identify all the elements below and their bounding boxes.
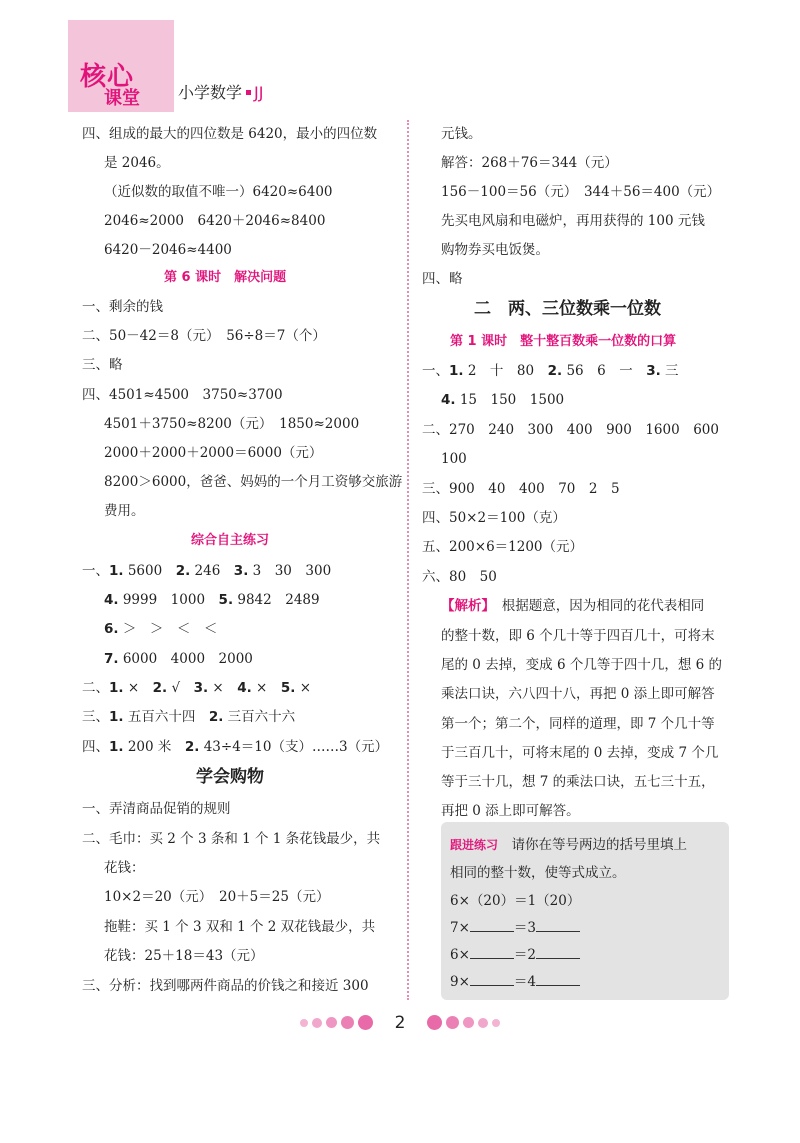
text-line: 相同的整十数，使等式成立。	[450, 865, 626, 881]
text-line: 六、80 50	[422, 569, 497, 585]
text-line: 156－100＝56（元） 344＋56＝400（元）	[441, 184, 721, 200]
text-line: 二、50－42＝8（元） 56÷8＝7（个）	[82, 328, 326, 344]
answer-line: 一、1. 5600 2. 246 3. 3 30 300	[82, 563, 332, 579]
text-line: 五、200×6＝1200（元）	[422, 539, 584, 555]
text-line: 四、组成的最大的四位数是 6420，最小的四位数	[82, 126, 378, 142]
answer-blank[interactable]	[470, 918, 514, 932]
answer-blank[interactable]	[536, 945, 580, 959]
text-line: 2046≈2000 6420＋2046≈8400	[104, 213, 326, 229]
header-edition: JJ	[254, 83, 264, 102]
text-line: 于三百几十，可将末尾的 0 去掉，变成 7 个几	[441, 745, 719, 761]
column-divider	[407, 120, 409, 1000]
dot-icon	[463, 1017, 474, 1028]
dot-icon	[427, 1015, 442, 1030]
dot-icon	[492, 1019, 500, 1027]
dot-icon	[326, 1017, 337, 1028]
text-line: 三、900 40 400 70 2 5	[422, 481, 620, 497]
text-line: 二、270 240 300 400 900 1600 600	[422, 422, 719, 438]
answer-line: 4. 15 150 1500	[441, 392, 565, 408]
dot-icon	[446, 1016, 459, 1029]
analysis-label: 【解析】	[441, 598, 489, 614]
text-line: 一、弄清商品促销的规则	[82, 801, 231, 817]
answer-line: 一、1. 2 十 80 2. 56 6 一 3. 三	[422, 363, 679, 379]
answer-blank[interactable]	[470, 972, 514, 986]
text-line: 花钱：25＋18＝43（元）	[104, 948, 264, 964]
practice-equation: 6× ＝2	[450, 945, 580, 964]
text-line: （近似数的取值不唯一）6420≈6400	[104, 184, 333, 200]
text-line: 四、4501≈4500 3750≈3700	[82, 387, 283, 403]
text-line: 100	[441, 451, 467, 467]
practice-label: 跟进练习	[450, 838, 499, 852]
text-line: 二、毛巾：买 2 个 3 条和 1 个 1 条花钱最少，共	[82, 831, 381, 847]
logo-subtitle: 课堂	[104, 88, 140, 109]
text-line: 8200＞6000，爸爸、妈妈的一个月工资够交旅游	[104, 474, 403, 490]
answer-blank[interactable]	[536, 918, 580, 932]
text-line: 第一个；第二个，同样的道理，即 7 个几十等	[441, 716, 715, 732]
text-line: 10×2＝20（元） 20＋5＝25（元）	[104, 889, 330, 905]
answer-line: 三、1. 五百六十四 2. 三百六十六	[82, 709, 296, 725]
text-line: 三、分析：找到哪两件商品的价钱之和接近 300	[82, 978, 369, 994]
text-line: 四、略	[422, 271, 463, 287]
answer-line: 6. ＞ ＞ ＜ ＜	[104, 621, 218, 637]
text-line: 花钱：	[104, 860, 145, 876]
text-line: 乘法口诀，六八四十八，再把 0 添上即可解答	[441, 686, 715, 702]
answer-line: 四、1. 200 米 2. 43÷4＝10（支）……3（元）	[82, 739, 389, 755]
answer-line: 二、1. × 2. √ 3. × 4. × 5. ×	[82, 680, 311, 696]
dot-icon	[358, 1015, 373, 1030]
header-separator	[246, 90, 251, 95]
text-line: 的整十数，即 6 个几十等于四百几十，可将末	[441, 628, 715, 644]
answer-blank[interactable]	[536, 972, 580, 986]
text-line: 一、剩余的钱	[82, 299, 163, 315]
answer-blank[interactable]	[470, 945, 514, 959]
text-line: 元钱。	[441, 126, 482, 142]
text-line: 先买电风扇和电磁炉，再用获得的 100 元钱	[441, 213, 705, 229]
analysis-line: 【解析】 根据题意，因为相同的花代表相同	[441, 598, 705, 614]
unit-heading: 二 两、三位数乘一位数	[474, 299, 661, 319]
answer-line: 7. 6000 4000 2000	[104, 651, 253, 667]
page-number: 2	[394, 1012, 406, 1033]
section-title: 第 1 课时 整十整百数乘一位数的口算	[450, 334, 677, 349]
text-line: 是 2046。	[104, 155, 170, 171]
text-line: 购物券买电饭煲。	[441, 242, 549, 258]
practice-equation: 7× ＝3	[450, 918, 580, 937]
answer-line: 4. 9999 1000 5. 9842 2489	[104, 592, 320, 608]
page-footer	[0, 1012, 800, 1033]
text-line: 拖鞋：买 1 个 3 双和 1 个 2 双花钱最少，共	[104, 919, 376, 935]
text-line: 2000＋2000＋2000＝6000（元）	[104, 445, 323, 461]
section-heading: 学会购物	[196, 767, 264, 787]
practice-equation: 9× ＝4	[450, 972, 580, 991]
text-line: 费用。	[104, 503, 145, 519]
text-line: 四、50×2＝100（克）	[422, 510, 566, 526]
logo-title: 核心	[80, 62, 135, 92]
dot-icon	[300, 1019, 308, 1027]
example-equation: 6×（20）＝1（20）	[450, 893, 581, 909]
text-line: 三、略	[82, 357, 123, 373]
section-title: 第 6 课时 解决问题	[164, 270, 287, 285]
text-line: 4501＋3750≈8200（元） 1850≈2000	[104, 416, 360, 432]
text-line: 再把 0 添上即可解答。	[441, 803, 580, 819]
dot-icon	[341, 1016, 354, 1029]
text-line: 等于三十几，想 7 的乘法口诀，五七三十五，	[441, 774, 715, 790]
dot-icon	[312, 1018, 322, 1028]
practice-question: 跟进练习 请你在等号两边的括号里填上	[450, 837, 688, 853]
section-title: 综合自主练习	[191, 533, 270, 548]
text-line: 解答：268＋76＝344（元）	[441, 155, 618, 171]
text-line: 6420－2046≈4400	[104, 242, 232, 258]
header-subject: 小学数学 JJ	[178, 83, 264, 102]
dot-icon	[478, 1018, 488, 1028]
text-line: 尾的 0 去掉，变成 6 个几等于四十几，想 6 的	[441, 657, 723, 673]
